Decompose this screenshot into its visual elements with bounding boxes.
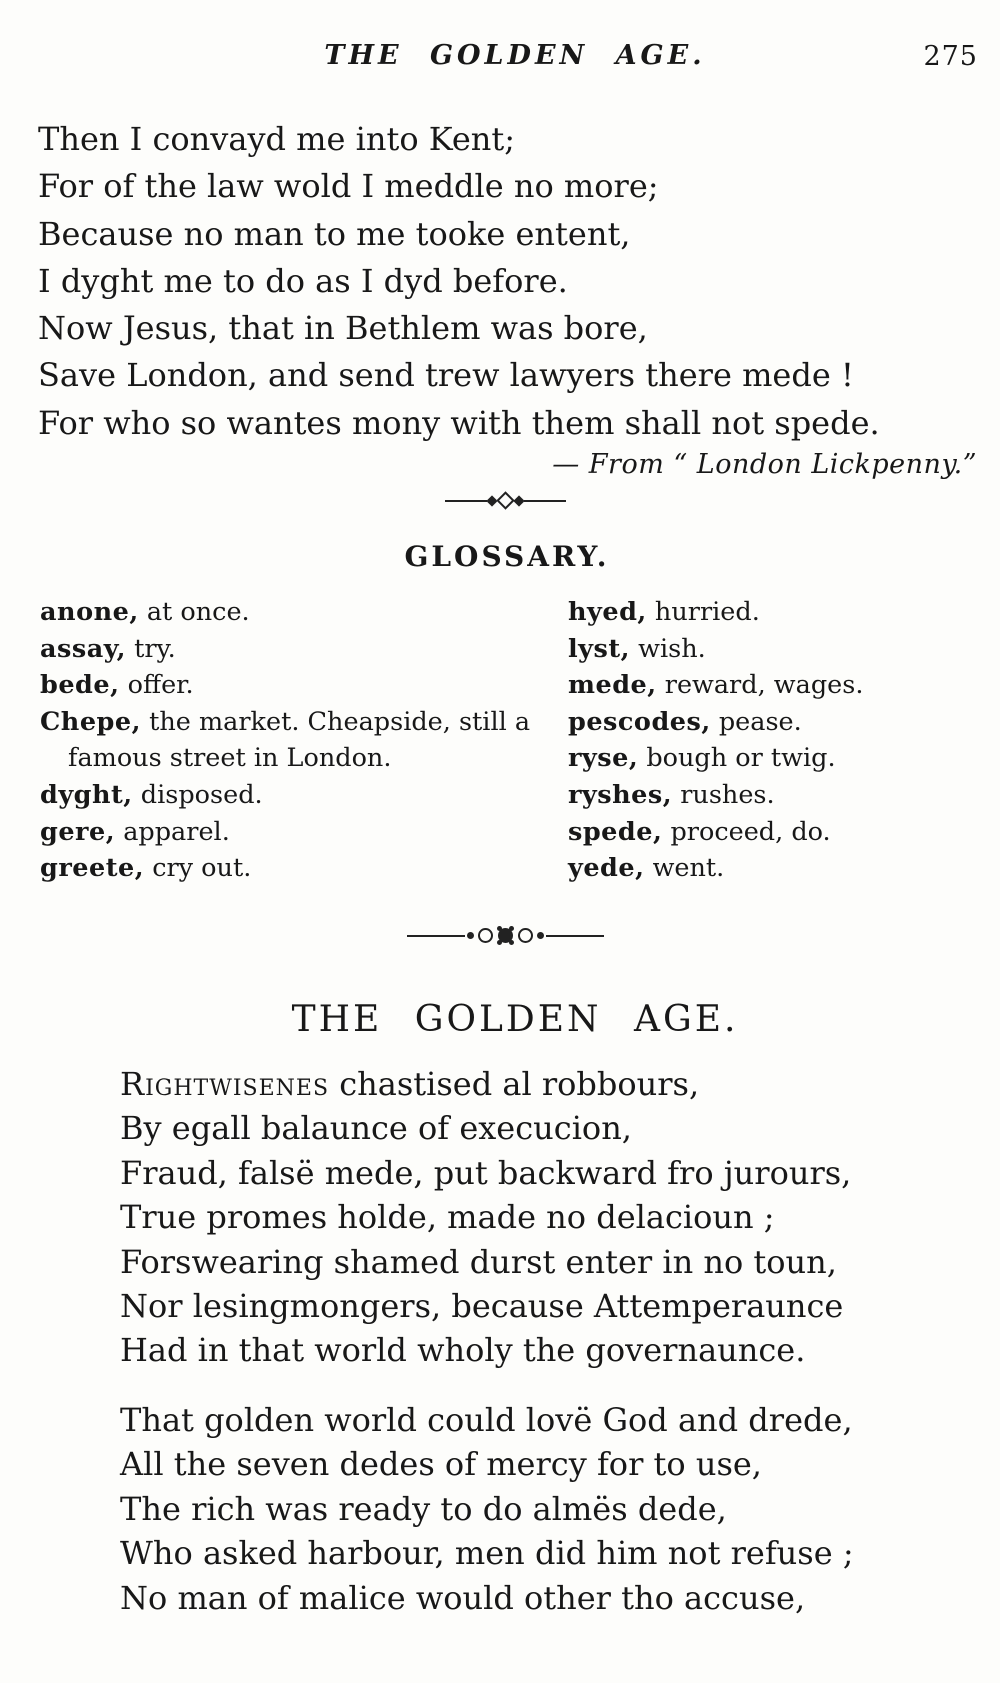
poem-line: By egall balaunce of execucion, bbox=[120, 1109, 632, 1148]
glossary-entry: assay, try. bbox=[40, 633, 176, 664]
glossary-entry: ryshes, rushes. bbox=[568, 779, 775, 810]
poem-line: All the seven dedes of mercy for to use, bbox=[120, 1445, 762, 1484]
ornament-divider-icon bbox=[0, 494, 1000, 507]
poem-stanza bbox=[120, 1398, 854, 1620]
glossary-entry: gere, apparel. bbox=[40, 816, 230, 847]
poem-line: Rightwisenes chastised al robbours, bbox=[120, 1065, 700, 1103]
glossary-entry-continuation: famous street in London. bbox=[68, 743, 392, 774]
poem-line: For of the law wold I meddle no more; bbox=[38, 167, 659, 206]
divider-line bbox=[407, 935, 465, 937]
poem-line: Had in that world wholy the governaunce. bbox=[120, 1331, 806, 1370]
poem-line: Now Jesus, that in Bethlem was bore, bbox=[38, 309, 648, 348]
glossary-entry: dyght, disposed. bbox=[40, 779, 263, 810]
diamond-icon bbox=[513, 495, 524, 506]
glossary-entry: pescodes, pease. bbox=[568, 706, 802, 737]
poem-line: The rich was ready to do almës dede, bbox=[120, 1489, 727, 1528]
poem-line: I dyght me to do as I dyd before. bbox=[38, 261, 568, 300]
poem-line: Fraud, falsë mede, put backward fro jurours, bbox=[120, 1153, 852, 1192]
glossary-right-column bbox=[568, 594, 863, 887]
glossary-entry: yede, went. bbox=[568, 853, 725, 884]
poem-stanza bbox=[120, 1062, 851, 1373]
poem-line: True promes holde, made no delacioun ; bbox=[120, 1198, 775, 1237]
glossary-entry: anone, at once. bbox=[40, 597, 250, 627]
poem-excerpt bbox=[38, 116, 880, 447]
ring-icon bbox=[478, 928, 493, 943]
open-diamond-icon bbox=[496, 491, 514, 509]
glossary-entry: greete, cry out. bbox=[40, 853, 252, 884]
running-header bbox=[0, 40, 1000, 76]
divider-line bbox=[546, 935, 604, 937]
poem-line: Save London, and send trew lawyers there mede ! bbox=[38, 356, 854, 395]
section-title: THE GOLDEN AGE. bbox=[291, 999, 739, 1040]
glossary-entry: Chepe, the market. Cheapside, still a bbox=[40, 706, 531, 737]
poem-line: That golden world could lovë God and drede, bbox=[120, 1401, 853, 1439]
small-caps-lead: Rightwisenes bbox=[120, 1065, 330, 1103]
divider-line bbox=[524, 500, 566, 502]
glossary-entry: mede, reward, wages. bbox=[568, 670, 864, 701]
running-title: THE GOLDEN AGE. bbox=[324, 40, 706, 71]
poem-line: Nor lesingmongers, because Attemperaunce bbox=[120, 1287, 844, 1326]
poem-line: No man of malice would other tho accuse, bbox=[120, 1578, 806, 1617]
poem-line: Then I convayd me into Kent; bbox=[38, 120, 515, 158]
poem-line: Who asked harbour, men did him not refuse ; bbox=[120, 1534, 854, 1573]
poem-line: Because no man to me tooke entent, bbox=[38, 214, 631, 253]
poem-line: For who so wantes mony with them shall not spede. bbox=[38, 403, 880, 442]
glossary-entry: bede, offer. bbox=[40, 670, 194, 701]
glossary-entry: ryse, bough or twig. bbox=[568, 743, 836, 774]
dot-icon bbox=[467, 932, 474, 939]
poem-line: Forswearing shamed durst enter in no toun, bbox=[120, 1242, 837, 1281]
glossary-left-column bbox=[40, 594, 530, 887]
glossary-entry: hyed, hurried. bbox=[568, 597, 760, 627]
glossary-entry: spede, proceed, do. bbox=[568, 816, 831, 847]
glossary-entry: lyst, wish. bbox=[568, 633, 706, 664]
dot-icon bbox=[537, 932, 544, 939]
page-number: 275 bbox=[923, 41, 978, 72]
glossary-heading: GLOSSARY. bbox=[404, 540, 610, 573]
rosette-icon bbox=[498, 928, 513, 943]
divider-line bbox=[445, 500, 487, 502]
ring-icon bbox=[518, 928, 533, 943]
poem-attribution: — From “ London Lickpenny.” bbox=[552, 449, 977, 480]
ornament-divider-icon bbox=[0, 928, 1000, 943]
